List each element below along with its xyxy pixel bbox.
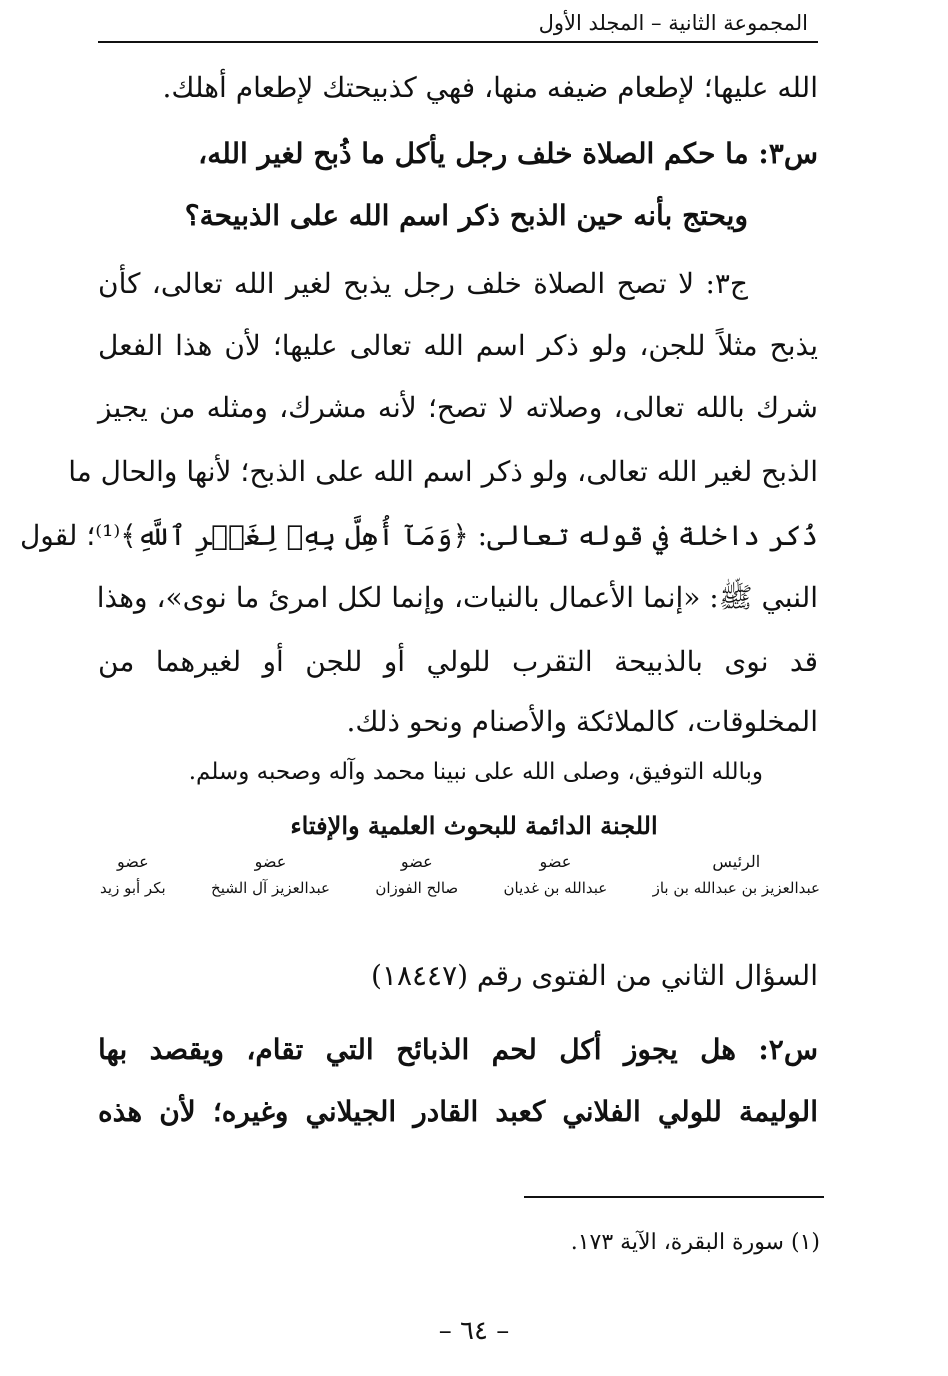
signatory-role: عضو: [117, 852, 149, 871]
signatory-name: عبدالله بن غديان: [503, 879, 608, 897]
body-line-1: الله عليها؛ لإطعام ضيفه منها، فهي كذبيحتك لإطعام أهلك.: [162, 71, 818, 104]
question-2-line-2: الوليمة للولي الفلاني كعبد القادر الجيلاني وغيره؛ لأن هذه: [98, 1095, 818, 1128]
signatory-name: عبدالعزيز بن عبدالله بن باز: [652, 879, 820, 897]
answer-3-line-5: ذُكر داخلة في قوله تعالى: ﴿وَمَآ أُهِلَّ بِهِۦ لِغَيۡرِ ٱللَّهِ﴾⁽¹⁾؛ لقول: [19, 519, 818, 552]
signatory-name: صالح الفوزان: [375, 879, 459, 897]
answer-3-line-4: الذبح لغير الله تعالى، ولو ذكر اسم الله على الذبح؛ لأنها والحال ما: [68, 455, 818, 488]
signatory-name: بكر أبو زيد: [100, 879, 166, 897]
signatory-name: عبدالعزيز آل الشيخ: [211, 879, 330, 897]
second-fatwa-heading: السؤال الثاني من الفتوى رقم (١٨٤٤٧): [370, 959, 818, 992]
signatory: [100, 850, 166, 902]
signatory-role: عضو: [254, 852, 287, 871]
footnote-rule: [524, 1196, 824, 1198]
signatory: [375, 850, 458, 902]
running-header: المجموعة الثانية – المجلد الأول: [538, 11, 808, 35]
signatures: [100, 850, 820, 902]
answer-3-line-7: قد نوى بالذبيحة التقرب للولي أو للجن أو لغيرهما من: [98, 645, 818, 678]
question-3-line-1: س٣: ما حكم الصلاة خلف رجل يأكل ما ذُبح لغير الله،: [198, 137, 818, 170]
signatory: [653, 850, 820, 902]
signatory-role: عضو: [400, 852, 433, 871]
signatory-role: عضو: [539, 852, 572, 871]
answer-3-line-3: شرك بالله تعالى، وصلاته لا تصح؛ لأنه مشرك، ومثله من يجيز: [98, 391, 818, 424]
answer-3-line-8: المخلوقات، كالملائكة والأصنام ونحو ذلك.: [346, 705, 818, 738]
question-3-line-2: ويحتج بأنه حين الذبح ذكر اسم الله على الذبيحة؟: [184, 199, 748, 232]
header-rule: [98, 41, 818, 43]
answer-3-line-1: ج٣: لا تصح الصلاة خلف رجل يذبح لغير الله تعالى، كأن: [98, 267, 748, 300]
question-2-line-1: س٢: هل يجوز أكل لحم الذبائح التي تقام، ويقصد بها: [98, 1033, 818, 1066]
signatory-role: الرئيس: [712, 852, 761, 871]
committee-name: اللجنة الدائمة للبحوث العلمية والإفتاء: [290, 811, 658, 840]
footnote: (١) سورة البقرة، الآية ١٧٣.: [570, 1230, 820, 1255]
signatory: [504, 850, 608, 902]
page-number: – ٦٤ –: [438, 1316, 510, 1346]
signatory: [211, 850, 330, 902]
answer-3-line-6: النبي ﷺ: «إنما الأعمال بالنيات، وإنما لكل امرئ ما نوى»، وهذا: [96, 581, 818, 614]
closing-salutation: وبالله التوفيق، وصلى الله على نبينا محمد وآله وصحبه وسلم.: [188, 759, 763, 785]
answer-3-line-2: يذبح مثلاً للجن، ولو ذكر اسم الله تعالى عليها؛ لأن هذا الفعل: [98, 329, 818, 362]
